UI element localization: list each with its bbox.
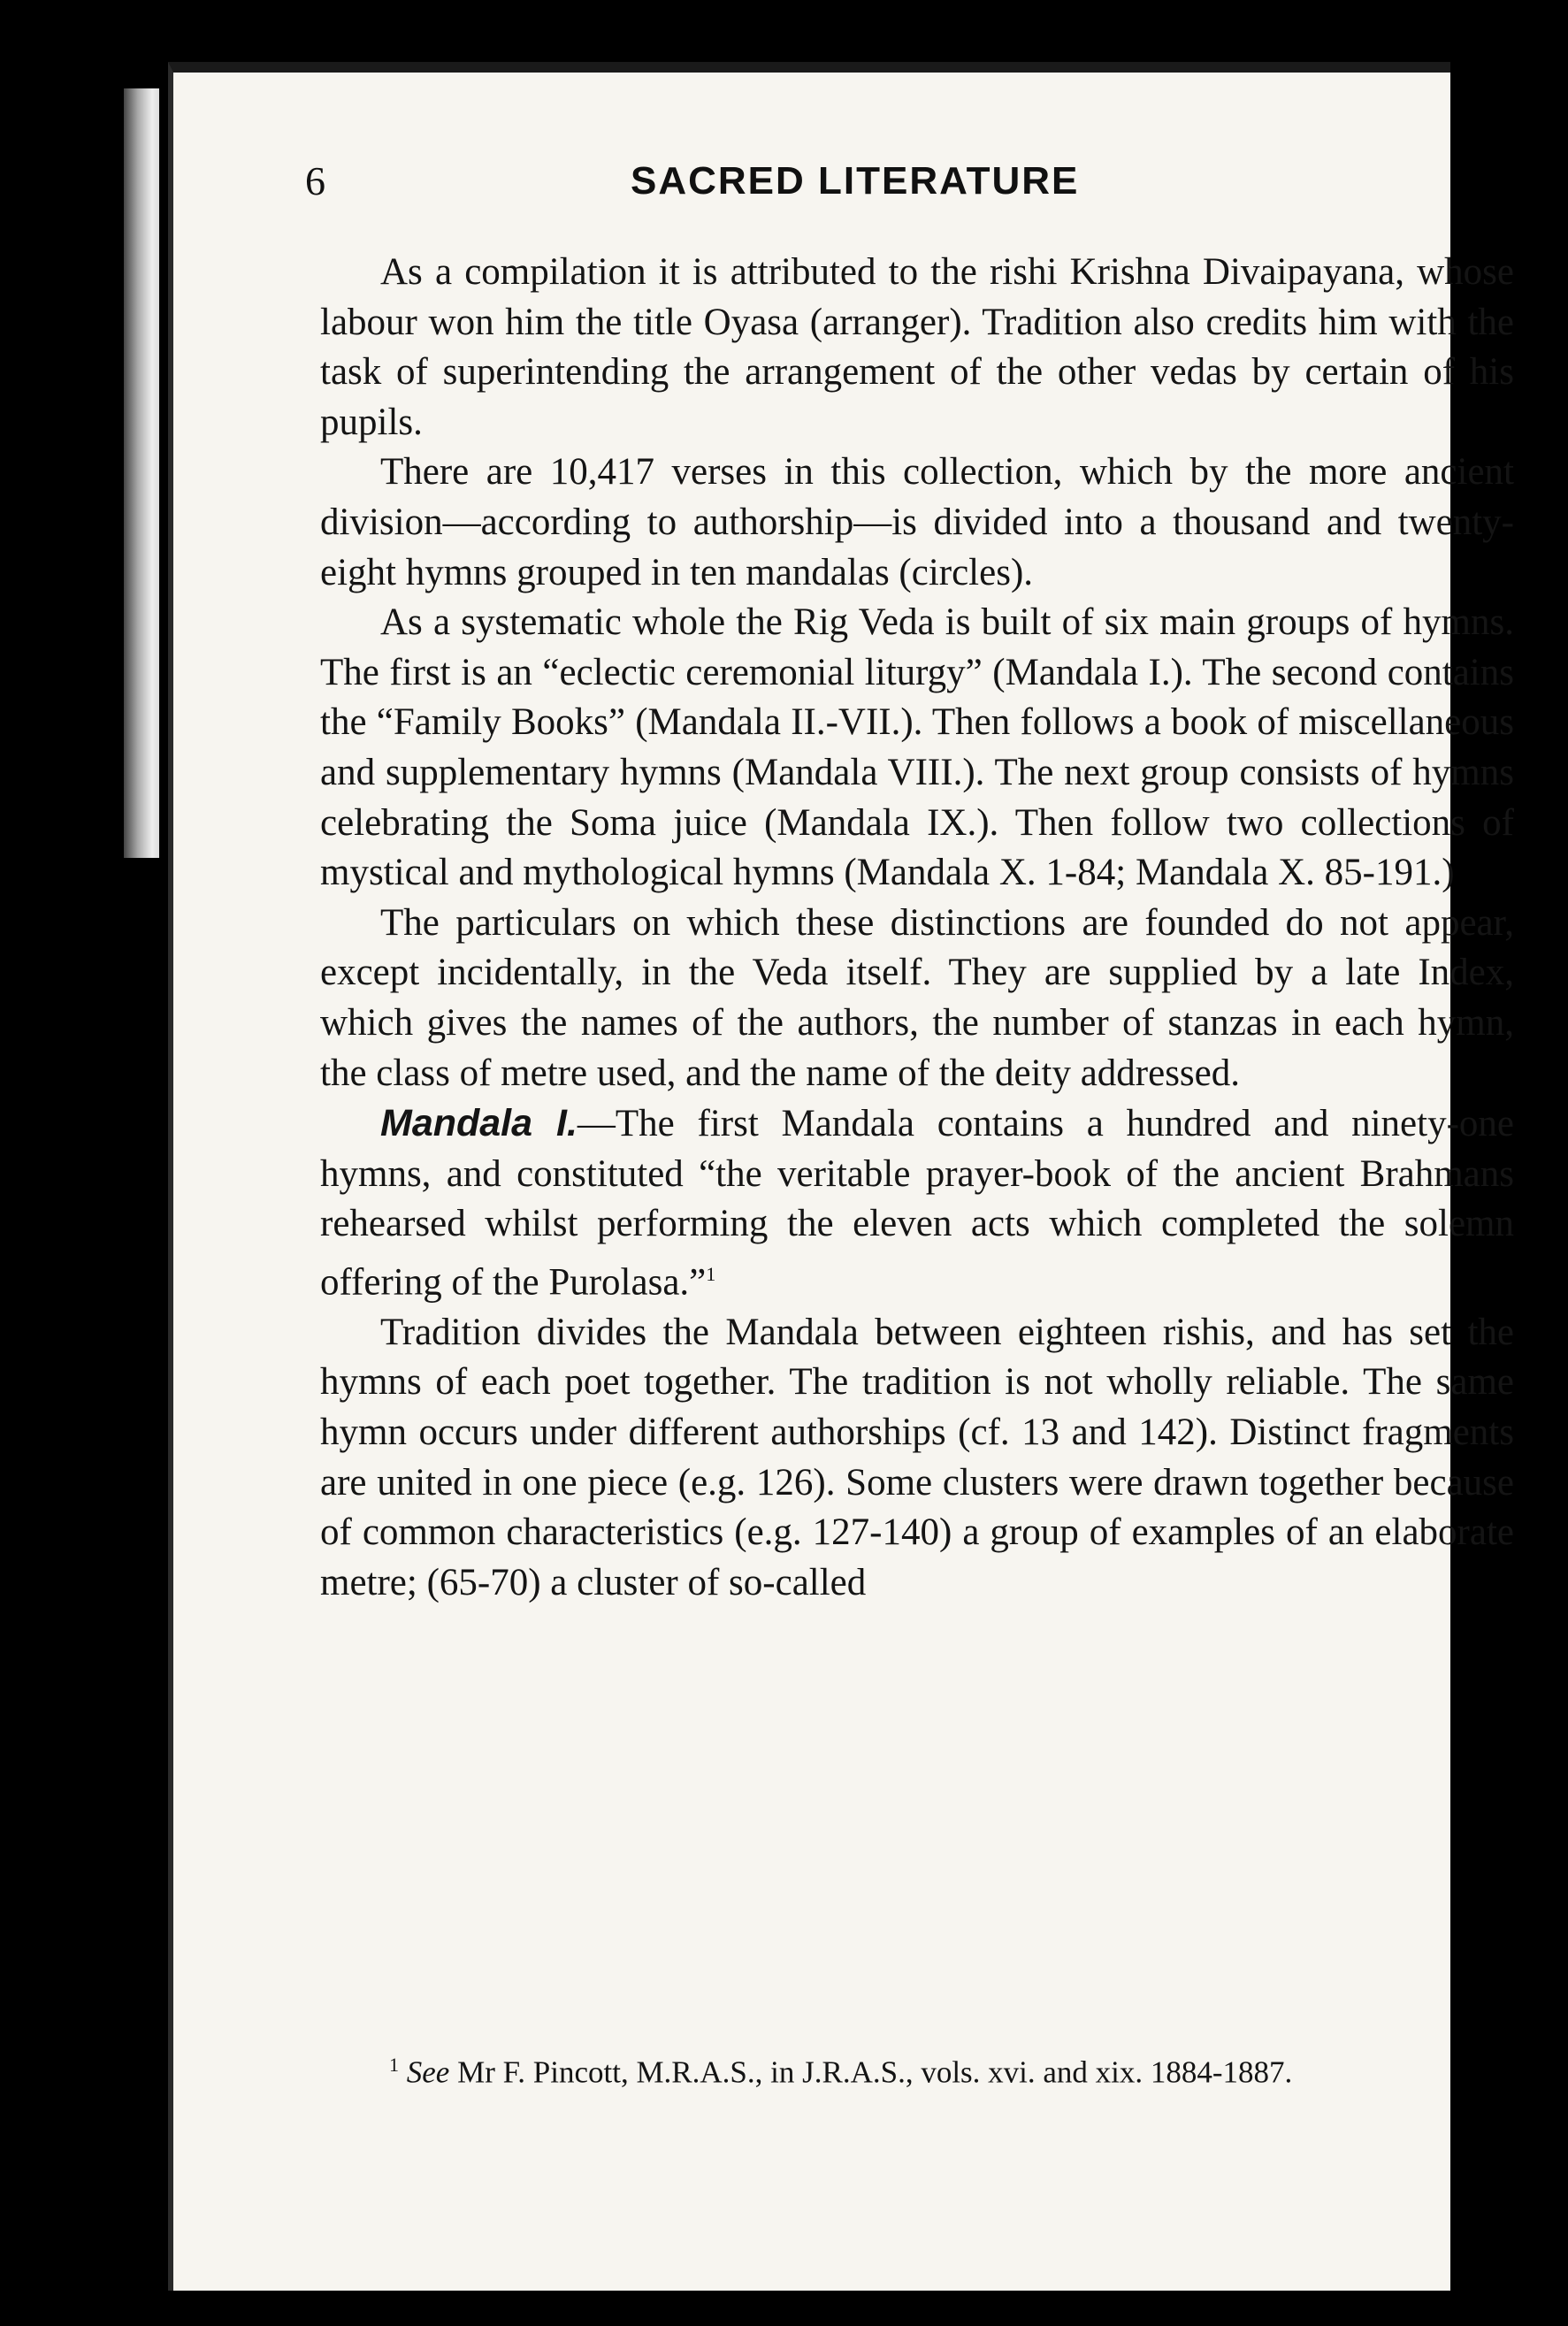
paragraph: There are 10,417 verses in this collection, which by the more ancient division—according to authorship—is divided into a thousand and twenty-eight hymns grouped in ten mandalas (circles). (320, 451, 1514, 593)
paragraph: Tradition divides the Mandala between eighteen rishis, and has set the hymns of each poet together. The tradition is not wholly reliable. The same hymn occurs under different authorships (cf. 13 and 142). Distinct fragments are united in one piece (e.g. 126). Some clusters were drawn together because of common characteristics (e.g. 127-140) a group of examples of an elaborate metre; (65-70) a cluster of so-called (320, 1311, 1514, 1603)
page-header (305, 157, 1189, 210)
paragraph-text: —The first Mandala contains a hundred and ninety-one hymns, and constituted “the veritable prayer-book of the ancient Brahmans rehearsed whilst performing the eleven acts which completed the solemn offering of the Purolasa.” (320, 1103, 1514, 1304)
footnote-reference: 1 (706, 1262, 716, 1285)
page-number: 6 (305, 158, 325, 203)
paragraph: The particulars on which these distinctions are founded do not appear, except incidentally, in the Veda itself. They are supplied by a late Index, which gives the names of the authors, the number of stanzas in each hymn, the class of metre used, and the name of the deity addressed. (320, 901, 1514, 1094)
footnote-text: Mr F. Pincott, M.R.A.S., in J.R.A.S., vols. xvi. and xix. 1884-1887. (449, 2054, 1293, 2090)
body-text (320, 248, 1514, 1608)
binding-edge (124, 88, 159, 858)
footnote-see: See (406, 2054, 450, 2090)
footnote (329, 2043, 1523, 2095)
paragraph-mandala-i (320, 1098, 1514, 1308)
running-title: SACRED LITERATURE (631, 159, 1080, 203)
paragraph: As a systematic whole the Rig Veda is built of six main groups of hymns. The first is an “eclectic ceremonial liturgy” (Mandala I.). The second contains the “Family Books” (Mandala II.-VII.). Then follows a book of miscellaneous and supplementary hymns (Mandala VIII.). The next group consists of hymns celebrating the Soma juice (Mandala IX.). Then follow two collections of mystical and mythological hymns (Mandala X. 1-84; Mandala X. 85-191.) (320, 601, 1514, 894)
footnote-mark: 1 (389, 2054, 399, 2076)
paragraph: As a compilation it is attributed to the rishi Krishna Divaipayana, whose labour won him the title Oyasa (arranger). Tradition also credits him with the task of superintending the arrangement of the other vedas by certain of his pupils. (320, 251, 1514, 443)
section-label: Mandala I. (380, 1102, 577, 1145)
